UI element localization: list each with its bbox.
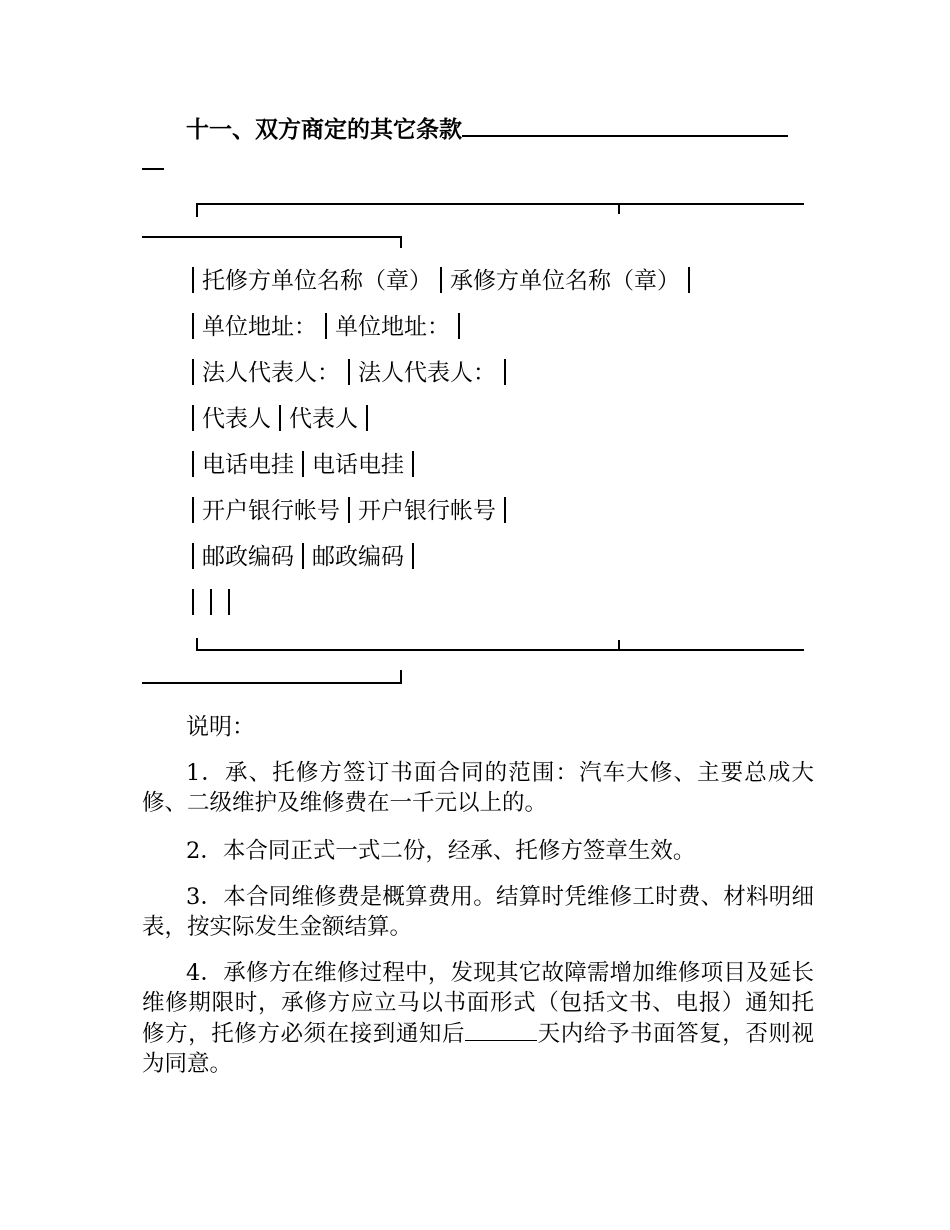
note-paragraph: 2．本合同正式一式二份，经承、托修方签章生效。	[186, 838, 696, 864]
table-cell-border	[440, 267, 442, 293]
table-cell-right: 开户银行帐号	[358, 498, 496, 524]
heading-blank-line-continuation	[142, 168, 164, 170]
table-row	[192, 358, 514, 388]
table-cell-border	[458, 313, 460, 339]
table-bottom-border	[196, 649, 804, 651]
table-cell-left: 单位地址：	[202, 314, 317, 340]
table-row	[192, 542, 422, 572]
table-cell-left: 电话电挂	[202, 452, 294, 478]
table-cell-right: 代表人	[289, 406, 358, 432]
table-cell-left: 开户银行帐号	[202, 498, 340, 524]
table-cell-border	[192, 267, 194, 293]
table-cell-left: 代表人	[202, 406, 271, 432]
table-cell-border	[192, 313, 194, 339]
table-cell-border	[366, 405, 368, 431]
table-cell-border	[504, 359, 506, 385]
note-paragraph: 1．承、托修方签订书面合同的范围：汽车大修、主要总成大修、二级维护及维修费在一千元以上的。	[142, 760, 814, 816]
note-paragraph: 3．本合同维修费是概算费用。结算时凭维修工时费、材料明细表，按实际发生金额结算。	[142, 884, 814, 940]
table-top-middle-tick	[618, 203, 620, 214]
table-cell-left: 法人代表人：	[202, 360, 340, 386]
table-cell-right: 单位地址：	[335, 314, 450, 340]
table-cell-border	[348, 359, 350, 385]
table-cell-border	[192, 405, 194, 431]
table-cell-left: 托修方单位名称（章）	[202, 268, 432, 294]
table-cell-border	[688, 267, 690, 293]
table-top-border-continuation	[142, 236, 402, 238]
table-bottom-right-corner	[400, 670, 402, 683]
table-row	[192, 496, 514, 526]
note-paragraph-4	[142, 958, 814, 1079]
table-cell-border	[302, 451, 304, 477]
table-row	[192, 450, 422, 480]
note-4-text-after: 天内给予书面答复，否则视为同意。	[142, 1021, 814, 1077]
table-cell-border	[192, 543, 194, 569]
table-cell-border	[348, 497, 350, 523]
table-row	[192, 588, 238, 618]
table-cell-border	[302, 543, 304, 569]
table-cell-border	[192, 589, 194, 615]
table-top-right-corner	[400, 236, 402, 248]
table-cell-border	[279, 405, 281, 431]
section-heading	[186, 115, 856, 145]
table-cell-border	[412, 451, 414, 477]
table-cell-border	[504, 497, 506, 523]
heading-blank-line	[462, 135, 788, 137]
table-cell-border	[192, 451, 194, 477]
table-cell-left: 邮政编码	[202, 544, 294, 570]
table-cell-border	[325, 313, 327, 339]
table-row	[192, 266, 698, 296]
table-cell-border	[412, 543, 414, 569]
table-bottom-middle-tick	[618, 640, 620, 650]
table-cell-border	[192, 497, 194, 523]
table-cell-right: 邮政编码	[312, 544, 404, 570]
table-row	[192, 404, 376, 434]
table-bottom-border-continuation	[142, 682, 402, 684]
table-top-border	[196, 203, 804, 205]
section-heading-text: 十一、双方商定的其它条款	[186, 116, 462, 143]
table-cell-right: 电话电挂	[312, 452, 404, 478]
note-4-text-before: 4．承修方在维修过程中，发现其它故障需增加维修项目及延长维修期限时，承修方应立马以书面形式（包括文书、电报）通知托修方，托修方必须在接到通知后	[142, 960, 814, 1047]
days-blank-line	[465, 1018, 537, 1041]
table-top-left-corner	[196, 203, 198, 217]
table-cell-border	[228, 589, 230, 615]
table-cell-right: 法人代表人：	[358, 360, 496, 386]
table-cell-right: 承修方单位名称（章）	[450, 268, 680, 294]
table-cell-border	[210, 589, 212, 615]
table-row	[192, 312, 468, 342]
table-cell-border	[192, 359, 194, 385]
notes-title: 说明：	[186, 714, 255, 740]
